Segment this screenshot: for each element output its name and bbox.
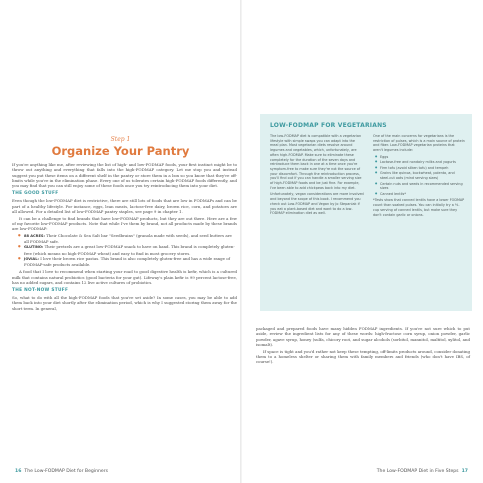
left-body [12,162,237,312]
good-stuff-paragraph: It can be a challenge to find brands that have low-FODMAP products, but they are out there. Here are a few of my favorite low-FODMAP products. Note that while I've them by brand, not all products made by these brands are low-FODMAP: [12,215,237,231]
page-title: Organize Your Pantry [51,144,190,158]
vegetarian-sidebar [260,114,472,311]
book-subtitle: The Low-FODMAP Diet in Five Steps [376,469,459,474]
list-item: ● Canned lentils* [380,192,465,197]
step-label: Step 1 [110,136,131,143]
list-item: ● Grains like quinoa, buckwheat, polenta, and steel-cut oats (mind serving sizes) [380,171,465,180]
sidebar-paragraph: Unfortunately, vegan considerations are more involved and beyond the scope of this book. I recommend you check out Low-FODMAP and Vegan by Jo Stepaniak if you eat a plant-based diet and want to do a low-FODMAP elimination diet as well. [270,192,364,216]
left-folio [12,469,108,474]
list-item: ● Eggs [380,155,465,160]
good-stuff-heading: THE GOOD STUFF [12,191,59,197]
brand-name: JOVIAL: [24,256,39,261]
not-now-heading: THE NOT-NOW STUFF [12,288,69,293]
not-now-paragraph: So, what to do with all the high-FODMAP foods that you're set aside? In some cases, you may be able to add them back into your diet shortly after the elimination period, which is why I suggested storing them away for the short term. In general, [12,295,237,311]
left-page [0,0,241,483]
right-body [256,326,470,366]
body-paragraph: packaged and prepared foods have many hidden FODMAP ingredients. If you're not sure which to put aside, review the ingredient lists for any of these words: high-fructose corn syrup, onion powder, garlic powder, agave syrup, honey (sulfa, chicory root, and sugar alcohols (sorbitol, mannitol, maltitol, xylitol, and isomalt). [256,326,470,347]
good-stuff-paragraph: Even though the low-FODMAP diet is restrictive, there are still lots of foods that are low in FODMAPs and can be part of a healthy lifestyle. For instance, eggs, lean meats, lactose-free dairy, brown rice, corn, and potatoes are all allowed. For a detailed list of low-FODMAP pantry staples, see page 9 in chapter 1. [12,198,237,214]
brand-list [12,233,237,268]
kefir-paragraph: A food that I love to recommend when starting your road to good digestive health is kefir, which is a cultured milk that contains natural probiotics (good bacteria for your gut). Lifeway's plain kefir is 99 percent lactose-free, has no added sugars, and contains 12 live active cultures of probiotics. [12,269,237,285]
list-item: ● Certain nuts and seeds in recommended serving sizes [380,182,465,191]
sidebar-paragraph: The low-FODMAP diet is compatible with a vegetarian lifestyle with simple swaps you can adapt into the meal plan. Most vegetarian diets revolve around legumes and vegetables, which, unfortunately, are often high-FODMAP. Make sure to eliminate these completely for the duration of the seven days and reintroduce them back in one at a time once you're symptom-free to make sure they're not the source of your discomfort. Through the reintroduction process, you'll find out if you can handle a smaller serving size of high-FODMAP foods and be just fine. For example, I've been able to add chickpeas back into my diet. [270,134,362,190]
body-paragraph: If space is tight and you'd rather not keep these tempting, off-limits products around, consider donating them to a homeless shelter or sharing them with family members and friends (who don't have IBS, of course!). [256,348,470,364]
page-number: 16 [15,469,22,474]
list-item: ● Lactose-free and nondairy milks and yogurts [380,160,465,165]
list-item: ● Firm tofu (avoid silken tofu) and tempeh [380,166,465,171]
sidebar-column-right [373,134,465,219]
intro-paragraph: If you're anything like me, after reviewing the list of high- and low-FODMAP foods, your first instinct might be to throw out anything and everything that falls into the high-FODMAP category. Let me stop you and instead suggest you put these items on a different shelf in the pantry or store them in a box so you know that they're off-limits while you're in the elimination phase. Every one of us tolerates certain high-FODMAP foods differently, and you may find that you can still enjoy some of these foods once you try reintroducing them into your diet. [12,162,237,188]
book-title: The Low-FODMAP Diet for Beginners [24,469,109,474]
sidebar-title: LOW-FODMAP FOR VEGETARIANS [270,122,387,129]
page-number: 17 [461,469,468,474]
sidebar-intro: One of the main concerns for vegetarians is the restriction of pulses, which is a main source of protein and fiber. Low-FODMAP vegetarian proteins that aren't legumes include: [373,134,465,153]
brand-text: Their Chocolate & Sea Salt bar "Seedbrains" (granola made with seeds), and seed butters are all FODMAP safe. [24,232,232,244]
brand-name: 88 ACRES: [24,233,45,238]
brand-text: I love their brown rice pastas. This brand is also completely gluten-free and has a wide range of FODMAP-safe products available. [24,255,230,267]
brand-text: Their pretzels are a great low-FODMAP snack to have on hand. This brand is completely gluten-free (which means no high-FODMAP wheat) and easy to find in most grocery stores. [24,244,235,256]
brand-item [24,256,237,268]
brand-item [24,244,237,256]
right-folio [377,469,471,474]
protein-list [373,155,465,197]
brand-name: GLUTINO: [24,245,44,250]
sidebar-column-left [270,134,364,218]
sidebar-footnote: *Tests show that canned lentils have a lower FODMAP count than soaked pulses. You can initially try a ½-cup serving of canned lentils, but make sure they don't contain garlic or onions. [373,198,465,217]
brand-item [24,233,237,245]
